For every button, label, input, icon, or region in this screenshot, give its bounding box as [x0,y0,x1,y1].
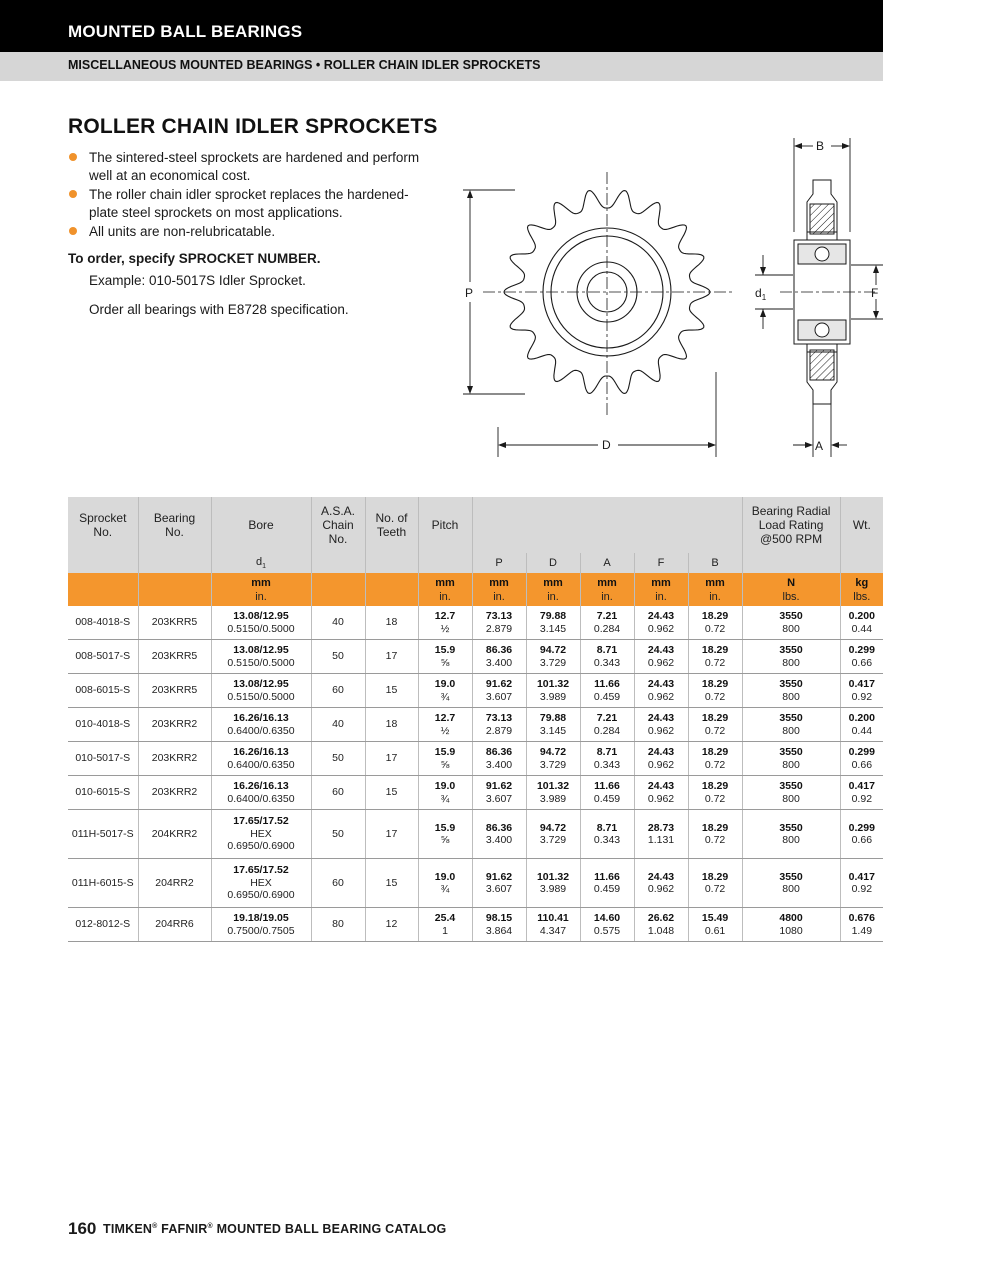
cell-b: 18.29 0.72 [688,640,742,674]
cell-p: 86.36 3.400 [472,810,526,859]
cell-bore: 16.26/16.13 0.6400/0.6350 [211,776,311,810]
cell-a: 7.21 0.284 [580,708,634,742]
cell-p: 86.36 3.400 [472,742,526,776]
cell-pitch: 19.0 ¾ [418,674,472,708]
col-weight: Wt. [840,497,883,553]
cell-asa: 80 [311,908,365,942]
col-a: A [580,553,634,573]
table-row [68,742,883,776]
unit-pitch: mm in. [418,573,472,606]
cell-load: 4800 1080 [742,908,840,942]
cell-teeth: 18 [365,708,418,742]
cell-sprocket-no: 010-5017-S [68,742,138,776]
cell-weight: 0.417 0.92 [840,674,883,708]
cell-teeth: 17 [365,640,418,674]
d1-label: $d_1$ [755,286,767,302]
cell-d: 79.88 3.145 [526,708,580,742]
catalog-title: TIMKEN® FAFNIR® MOUNTED BALL BEARING CATALOG [103,1222,447,1236]
cell-pitch: 12.7 ½ [418,606,472,640]
cell-f: 24.43 0.962 [634,606,688,640]
cell-p: 91.62 3.607 [472,776,526,810]
unit-load: N lbs. [742,573,840,606]
cell-b: 18.29 0.72 [688,674,742,708]
cell-pitch: 25.4 1 [418,908,472,942]
cell-d: 79.88 3.145 [526,606,580,640]
table-row [68,908,883,942]
cell-weight: 0.200 0.44 [840,606,883,640]
cell-bore: 16.26/16.13 0.6400/0.6350 [211,742,311,776]
bullet-icon [69,190,77,198]
cell-load: 3550 800 [742,640,840,674]
cell-weight: 0.299 0.66 [840,810,883,859]
cell-pitch: 19.0 ¾ [418,776,472,810]
d-label: D [602,438,611,452]
cell-pitch: 15.9 ⅝ [418,810,472,859]
cell-pitch: 19.0 ¾ [418,859,472,908]
cell-bore: 13.08/12.95 0.5150/0.5000 [211,606,311,640]
order-example: Example: 010-5017S Idler Sprocket. [89,273,306,288]
cell-asa: 60 [311,674,365,708]
cell-teeth: 17 [365,810,418,859]
cell-load: 3550 800 [742,742,840,776]
bore-symbol: $d_1$ [211,553,311,573]
cell-a: 7.21 0.284 [580,606,634,640]
cell-bearing-no: 203KRR2 [138,742,211,776]
cell-p: 98.15 3.864 [472,908,526,942]
cell-bore: 13.08/12.95 0.5150/0.5000 [211,640,311,674]
cell-bearing-no: 203KRR5 [138,606,211,640]
table-header-row [68,497,883,553]
cell-sprocket-no: 011H-6015-S [68,859,138,908]
cell-p: 73.13 2.879 [472,708,526,742]
cell-pitch: 12.7 ½ [418,708,472,742]
table-row [68,776,883,810]
table-subheader-row [68,553,883,573]
cell-asa: 50 [311,810,365,859]
cell-teeth: 15 [365,859,418,908]
col-f: F [634,553,688,573]
cell-b: 18.29 0.72 [688,810,742,859]
cell-sprocket-no: 010-6015-S [68,776,138,810]
cell-b: 15.49 0.61 [688,908,742,942]
unit-bore: mm in. [211,573,311,606]
cell-sprocket-no: 008-6015-S [68,674,138,708]
cell-bore: 13.08/12.95 0.5150/0.5000 [211,674,311,708]
cell-load: 3550 800 [742,708,840,742]
cell-bearing-no: 204KRR2 [138,810,211,859]
cell-a: 11.66 0.459 [580,776,634,810]
cell-asa: 50 [311,640,365,674]
cell-f: 24.43 0.962 [634,674,688,708]
table-body [68,606,883,942]
cell-teeth: 17 [365,742,418,776]
cell-weight: 0.676 1.49 [840,908,883,942]
cell-f: 24.43 0.962 [634,859,688,908]
table-row [68,708,883,742]
cell-sprocket-no: 008-5017-S [68,640,138,674]
cell-teeth: 15 [365,674,418,708]
cell-p: 91.62 3.607 [472,859,526,908]
cell-weight: 0.200 0.44 [840,708,883,742]
cell-asa: 60 [311,859,365,908]
cell-f: 24.43 0.962 [634,708,688,742]
cell-weight: 0.417 0.92 [840,776,883,810]
cell-bearing-no: 203KRR5 [138,674,211,708]
cell-a: 14.60 0.575 [580,908,634,942]
cell-d: 101.32 3.989 [526,776,580,810]
table-row [68,859,883,908]
cell-a: 8.71 0.343 [580,640,634,674]
cell-d: 110.41 4.347 [526,908,580,942]
cell-b: 18.29 0.72 [688,742,742,776]
cell-d: 94.72 3.729 [526,640,580,674]
page-category-title: MOUNTED BALL BEARINGS [68,22,303,41]
cell-bearing-no: 204RR6 [138,908,211,942]
table-units-row [68,573,883,606]
col-asa-chain: A.S.A. Chain No. [311,497,365,553]
unit-p: mm in. [472,573,526,606]
col-teeth: No. of Teeth [365,497,418,553]
unit-a: mm in. [580,573,634,606]
cell-bearing-no: 203KRR2 [138,776,211,810]
cell-b: 18.29 0.72 [688,708,742,742]
a-label: A [815,439,824,453]
cell-a: 11.66 0.459 [580,674,634,708]
cell-load: 3550 800 [742,859,840,908]
cell-bore: 16.26/16.13 0.6400/0.6350 [211,708,311,742]
col-d: D [526,553,580,573]
cell-a: 8.71 0.343 [580,810,634,859]
cell-load: 3550 800 [742,606,840,640]
feature-item: All units are non-relubricatable. [68,223,428,241]
unit-f: mm in. [634,573,688,606]
bullet-icon [69,227,77,235]
cell-sprocket-no: 008-4018-S [68,606,138,640]
cell-sprocket-no: 011H-5017-S [68,810,138,859]
cell-teeth: 12 [365,908,418,942]
feature-item: The sintered-steel sprockets are hardened and perform well at an economical cost. [68,149,428,184]
bullet-icon [69,153,77,161]
cell-p: 91.62 3.607 [472,674,526,708]
cell-teeth: 18 [365,606,418,640]
cell-d: 94.72 3.729 [526,742,580,776]
cell-b: 18.29 0.72 [688,776,742,810]
top-banner [0,0,883,52]
cell-bore: 19.18/19.05 0.7500/0.7505 [211,908,311,942]
cell-bearing-no: 204RR2 [138,859,211,908]
cell-d: 94.72 3.729 [526,810,580,859]
col-p: P [472,553,526,573]
table-row [68,810,883,859]
cell-f: 28.73 1.131 [634,810,688,859]
feature-item: The roller chain idler sprocket replaces the hardened-plate steel sprockets on most applications. [68,186,428,221]
cell-bore: 17.65/17.52 HEX 0.6950/0.6900 [211,810,311,859]
sprocket-drawing [455,132,885,462]
cell-asa: 40 [311,708,365,742]
col-bearing-no: Bearing No. [138,497,211,553]
cell-f: 24.43 0.962 [634,640,688,674]
cell-teeth: 15 [365,776,418,810]
cell-load: 3550 800 [742,776,840,810]
unit-b: mm in. [688,573,742,606]
sub-banner [0,52,883,81]
cell-pitch: 15.9 ⅝ [418,742,472,776]
cell-b: 18.29 0.72 [688,859,742,908]
cell-bearing-no: 203KRR5 [138,640,211,674]
cell-a: 8.71 0.343 [580,742,634,776]
cell-asa: 40 [311,606,365,640]
cell-weight: 0.417 0.92 [840,859,883,908]
cell-sprocket-no: 010-4018-S [68,708,138,742]
p-label: P [465,286,474,300]
cell-p: 86.36 3.400 [472,640,526,674]
col-b: B [688,553,742,573]
col-sprocket-no: Sprocket No. [68,497,138,553]
f-label: F [871,286,879,300]
feature-list [68,149,428,243]
cell-asa: 60 [311,776,365,810]
cell-p: 73.13 2.879 [472,606,526,640]
section-title: ROLLER CHAIN IDLER SPROCKETS [68,115,438,138]
cell-d: 101.32 3.989 [526,859,580,908]
breadcrumb: MISCELLANEOUS MOUNTED BEARINGS • ROLLER CHAIN IDLER SPROCKETS [68,58,541,72]
col-pitch: Pitch [418,497,472,553]
table-row [68,674,883,708]
col-dimensions [472,497,742,553]
cell-weight: 0.299 0.66 [840,640,883,674]
page-number: 160 [68,1219,97,1238]
cell-load: 3550 800 [742,810,840,859]
cell-b: 18.29 0.72 [688,606,742,640]
cell-a: 11.66 0.459 [580,859,634,908]
cell-asa: 50 [311,742,365,776]
col-load-rating: Bearing Radial Load Rating @500 RPM [742,497,840,553]
b-label: B [816,139,825,153]
sprocket-spec-table [68,497,883,942]
cell-d: 101.32 3.989 [526,674,580,708]
cell-bore: 17.65/17.52 HEX 0.6950/0.6900 [211,859,311,908]
cell-weight: 0.299 0.66 [840,742,883,776]
cell-bearing-no: 203KRR2 [138,708,211,742]
unit-d: mm in. [526,573,580,606]
side-view-tooth-hatch-bottom [810,350,834,380]
unit-wt: kg lbs. [840,573,883,606]
cell-pitch: 15.9 ⅝ [418,640,472,674]
order-heading: To order, specify SPROCKET NUMBER. [68,251,321,266]
table-row [68,606,883,640]
cell-sprocket-no: 012-8012-S [68,908,138,942]
cell-f: 26.62 1.048 [634,908,688,942]
table-row [68,640,883,674]
cell-f: 24.43 0.962 [634,742,688,776]
col-bore: Bore [211,497,311,553]
order-specification: Order all bearings with E8728 specification. [89,302,349,317]
cell-f: 24.43 0.962 [634,776,688,810]
side-view-tooth-hatch-top [810,204,834,234]
cell-load: 3550 800 [742,674,840,708]
